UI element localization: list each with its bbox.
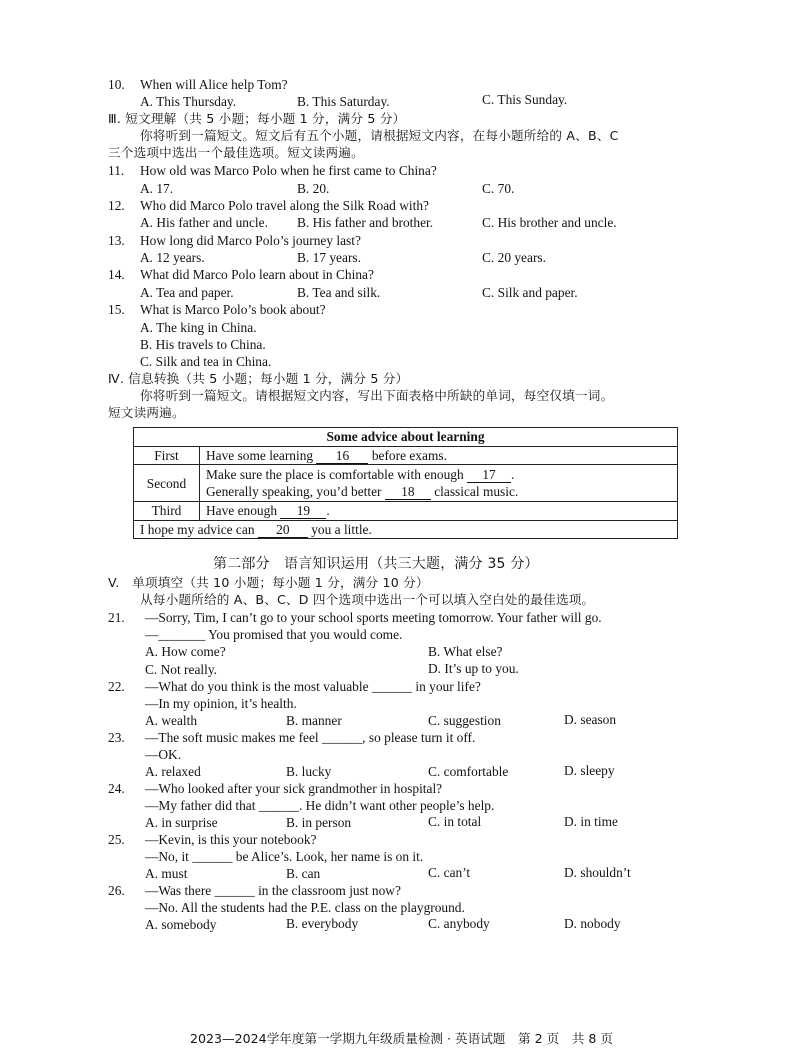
row-first-content	[200, 447, 678, 465]
row-second-text-1: Make sure the place is comfortable with enough	[206, 467, 464, 483]
q15-question: What is Marco Polo’s book about?	[140, 302, 326, 317]
row-third-text: Have enough	[206, 503, 278, 519]
q22-dialogue-line-1: —What do you think is the most valuable ______ in your life?	[145, 679, 481, 694]
row-second-text-2-end: classical music.	[434, 484, 519, 500]
row-last-text: I hope my advice can	[140, 521, 255, 537]
q14-option-a: A. Tea and paper.	[140, 285, 234, 300]
q25-option-b: B. can	[286, 866, 321, 881]
q26-option-d: D. nobody	[564, 916, 621, 931]
row-third-content	[200, 502, 678, 520]
q23-option-a: A. relaxed	[145, 764, 201, 779]
row-second-line-2	[206, 483, 671, 500]
q12-question: Who did Marco Polo travel along the Silk Road with?	[140, 198, 429, 213]
q13-question: How long did Marco Polo’s journey last?	[140, 233, 361, 248]
row-first-text-end: before exams.	[371, 448, 447, 463]
q22-option-d: D. season	[564, 712, 617, 727]
section-3-title: Ⅲ. 短文理解（共 5 小题；每小题 1 分，满分 5 分）	[108, 111, 406, 126]
q23-number: 23.	[108, 730, 125, 745]
section-5-instruction: 从每小题所给的 A、B、C、D 四个选项中选出一个可以填入空白处的最佳选项。	[140, 592, 595, 607]
q13-option-b: B. 17 years.	[297, 250, 361, 265]
q11-option-a: A. 17.	[140, 181, 174, 196]
q10-option-c: C. This Sunday.	[482, 92, 568, 107]
q24-dialogue-line-2: —My father did that ______. He didn’t want other people’s help.	[145, 798, 495, 813]
q12-option-b: B. His father and brother.	[297, 215, 434, 230]
row-last-text-end: you a little.	[311, 521, 372, 537]
q21-dialogue-line-2: —_______ You promised that you would come.	[145, 627, 403, 642]
q14-question: What did Marco Polo learn about in China?	[140, 267, 374, 282]
q23-option-c: C. comfortable	[428, 764, 509, 779]
blank-17[interactable]: 17	[467, 468, 511, 483]
q24-dialogue-line-1: —Who looked after your sick grandmother in hospital?	[145, 781, 443, 796]
q24-option-d: D. in time	[564, 814, 618, 829]
q15-option-b: B. His travels to China.	[140, 337, 266, 352]
row-label-second: Second	[134, 465, 200, 502]
row-second-content	[200, 465, 678, 502]
row-second-text-1-end: .	[511, 467, 515, 483]
q23-dialogue-line-2: —OK.	[145, 747, 182, 762]
q14-number: 14.	[108, 267, 125, 282]
part-2-title: 第二部分 语言知识运用（共三大题，满分 35 分）	[213, 556, 539, 572]
q22-dialogue-line-2: —In my opinion, it’s health.	[145, 696, 297, 711]
q26-option-b: B. everybody	[286, 916, 359, 931]
q23-option-d: D. sleepy	[564, 763, 615, 778]
section-4-title: Ⅳ. 信息转换（共 5 小题；每小题 1 分，满分 5 分）	[108, 371, 409, 386]
row-label-first: First	[134, 447, 200, 465]
q25-number: 25.	[108, 832, 125, 847]
q25-dialogue-line-2: —No, it ______ be Alice’s. Look, her name is on it.	[145, 849, 424, 864]
q24-option-c: C. in total	[428, 814, 482, 829]
q25-dialogue-line-1: —Kevin, is this your notebook?	[145, 832, 317, 847]
q12-option-c: C. His brother and uncle.	[482, 215, 617, 230]
q26-option-c: C. anybody	[428, 916, 490, 931]
q23-dialogue-line-1: —The soft music makes me feel ______, so please turn it off.	[145, 730, 476, 745]
q11-number: 11.	[108, 163, 125, 178]
q10-option-a: A. This Thursday.	[140, 94, 237, 109]
q11-option-c: C. 70.	[482, 181, 515, 196]
q26-number: 26.	[108, 883, 125, 898]
q13-option-a: A. 12 years.	[140, 250, 205, 265]
q22-option-c: C. suggestion	[428, 713, 501, 728]
q26-dialogue-line-1: —Was there ______ in the classroom just now?	[145, 883, 401, 898]
q21-number: 21.	[108, 610, 125, 625]
q22-option-b: B. manner	[286, 713, 342, 728]
q14-option-b: B. Tea and silk.	[297, 285, 381, 300]
q14-option-c: C. Silk and paper.	[482, 285, 578, 300]
q24-number: 24.	[108, 781, 125, 796]
q21-option-a: A. How come?	[145, 644, 226, 659]
row-third-text-end: .	[326, 503, 330, 519]
q12-option-a: A. His father and uncle.	[140, 215, 268, 230]
q26-dialogue-line-2: —No. All the students had the P.E. class on the playground.	[145, 900, 465, 915]
page-footer: 2023—2024学年度第一学期九年级质量检测 · 英语试题 第 2 页 共 8 页	[190, 1031, 613, 1046]
q26-option-a: A. somebody	[145, 917, 217, 932]
row-label-third: Third	[134, 502, 200, 520]
row-first-text: Have some learning	[206, 448, 314, 463]
blank-19[interactable]: 19	[280, 504, 326, 519]
section-3-instruction: 你将听到一篇短文。短文后有五个小题，请根据短文内容，在每小题所给的 A、B、C	[140, 128, 619, 143]
q10-option-b: B. This Saturday.	[297, 94, 390, 109]
q13-number: 13.	[108, 233, 125, 248]
q24-option-b: B. in person	[286, 815, 352, 830]
blank-18[interactable]: 18	[385, 485, 431, 500]
q21-option-c: C. Not really.	[145, 662, 218, 677]
q25-option-c: C. can’t	[428, 865, 471, 880]
q22-number: 22.	[108, 679, 125, 694]
q10-question: When will Alice help Tom?	[140, 77, 288, 92]
q12-number: 12.	[108, 198, 125, 213]
q11-question: How old was Marco Polo when he first came to China?	[140, 163, 437, 178]
q15-option-c: C. Silk and tea in China.	[140, 354, 272, 369]
q25-option-a: A. must	[145, 866, 188, 881]
q13-option-c: C. 20 years.	[482, 250, 546, 265]
section-4-instruction-cont: 短文读两遍。	[108, 405, 185, 420]
section-4-instruction: 你将听到一篇短文。请根据短文内容，写出下面表格中所缺的单词，每空仅填一词。	[140, 388, 614, 403]
q24-option-a: A. in surprise	[145, 815, 218, 830]
blank-20[interactable]: 20	[258, 523, 308, 538]
q21-option-d: D. It’s up to you.	[428, 661, 519, 676]
q22-option-a: A. wealth	[145, 713, 198, 728]
q15-number: 15.	[108, 302, 125, 317]
advice-table	[133, 427, 678, 539]
blank-16[interactable]: 16	[316, 449, 368, 464]
q21-option-b: B. What else?	[428, 644, 503, 659]
q11-option-b: B. 20.	[297, 181, 330, 196]
q15-option-a: A. The king in China.	[140, 320, 257, 335]
q23-option-b: B. lucky	[286, 764, 332, 779]
row-second-text-2: Generally speaking, you’d better	[206, 484, 382, 500]
section-5-title: V. 单项填空（共 10 小题；每小题 1 分，满分 10 分）	[108, 575, 429, 590]
row-last-content	[134, 520, 678, 538]
row-second-line-1	[206, 466, 671, 483]
section-3-instruction-cont: 三个选项中选出一个最佳选项。短文读两遍。	[108, 145, 364, 160]
q25-option-d: D. shouldn’t	[564, 865, 631, 880]
advice-table-header: Some advice about learning	[134, 428, 678, 447]
q10-number: 10.	[108, 77, 125, 92]
q21-dialogue-line-1: —Sorry, Tim, I can’t go to your school sports meeting tomorrow. Your father will go.	[145, 610, 602, 625]
